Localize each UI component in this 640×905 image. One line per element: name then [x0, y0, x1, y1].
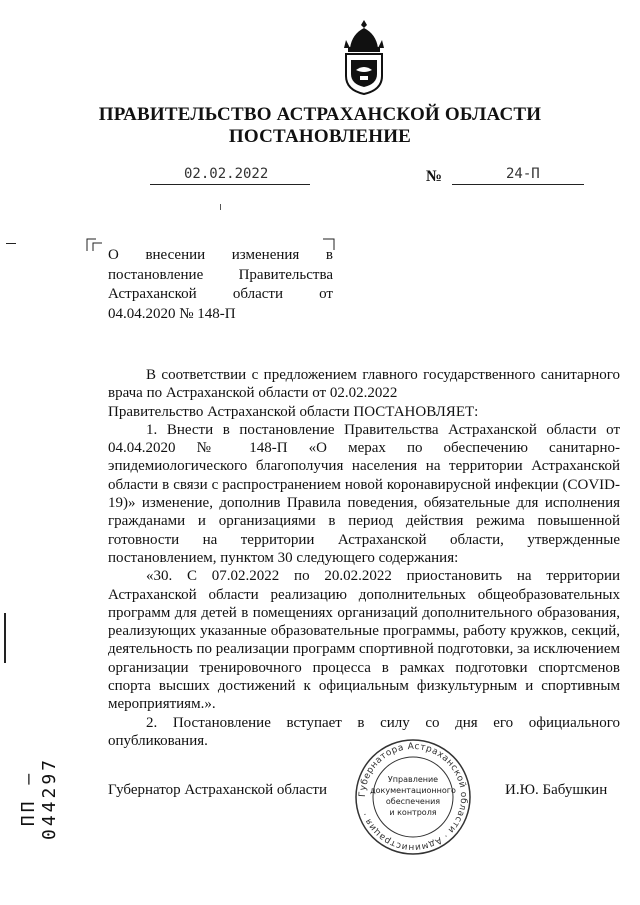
organization-title: ПРАВИТЕЛЬСТВО АСТРАХАНСКОЙ ОБЛАСТИ: [98, 104, 542, 125]
document-type-title: ПОСТАНОВЛЕНИЕ: [228, 126, 412, 147]
center-tick: [220, 204, 221, 210]
stamp-ring-text: Губернатора Астраханской области · Администрация ·: [357, 741, 469, 853]
body-paragraph-2: Правительство Астраханской области ПОСТАНОВЛЯЕТ:: [108, 403, 479, 420]
side-code-text: ПП – 044297: [18, 756, 60, 841]
number-sign: №: [426, 168, 443, 185]
margin-tick: [6, 243, 16, 244]
stamp-center-line-3: обеспечения: [385, 797, 441, 806]
official-stamp: [354, 738, 472, 856]
number-underline: [452, 184, 584, 185]
subject-bracket-left: [86, 238, 106, 252]
body-paragraph-4: «30. С 07.02.2022 по 20.02.2022 приостановить на территории Астраханской области реализацию дополнительных общеобразовательных программ для детей в помещениях организаций дополнительного образования, реализующих указанные образовательные программы, работу кружков, секций, деятельность по реализации программ спортивной подготовки, за исключением организации тренировочного процесса в рамках подготовки спортсменов спорта высших достижений к официальным физкультурным и спортивным мероприятиям.».: [108, 568, 620, 713]
coat-of-arms-emblem: [336, 18, 392, 96]
document-subject: О внесении изменения в постановление Правительства Астраханской области от 04.04.2020 № 148-П: [108, 247, 333, 322]
margin-mark: [4, 613, 6, 663]
stamp-center-line-4: и контроля: [389, 808, 437, 817]
signature-name: И.Ю. Бабушкин: [505, 782, 608, 798]
date-underline: [150, 184, 310, 185]
body-paragraph-5: 2. Постановление вступает в силу со дня его официального опубликования.: [108, 714, 620, 749]
stamp-center-line-2: документационного: [370, 786, 456, 795]
side-registration-code: [18, 726, 60, 871]
document-body: [108, 366, 620, 750]
body-paragraph-1: В соответствии с предложением главного государственного санитарного врача по Астраханской области от 02.02.2022: [108, 367, 620, 402]
signature-position: Губернатор Астраханской области: [108, 782, 328, 798]
document-number: 24-П: [506, 166, 540, 182]
stamp-center-line-1: Управление: [387, 775, 439, 784]
document-date: 02.02.2022: [184, 166, 269, 182]
body-paragraph-3: 1. Внести в постановление Правительства Астраханской области от 04.04.2020 № 148-П «О мерах по обеспечению санитарно-эпидемиологического благополучия населения на территории Астраханской области в связи с распространением новой коронавирусной инфекции (COVID-19)» изменение, дополнив Правила поведения, обязательные для исполнения гражданами и организациями в период действия режима повышенной готовности на территории Астраханской области, утвержденные постановлением, пунктом 30 следующего содержания:: [108, 421, 620, 566]
